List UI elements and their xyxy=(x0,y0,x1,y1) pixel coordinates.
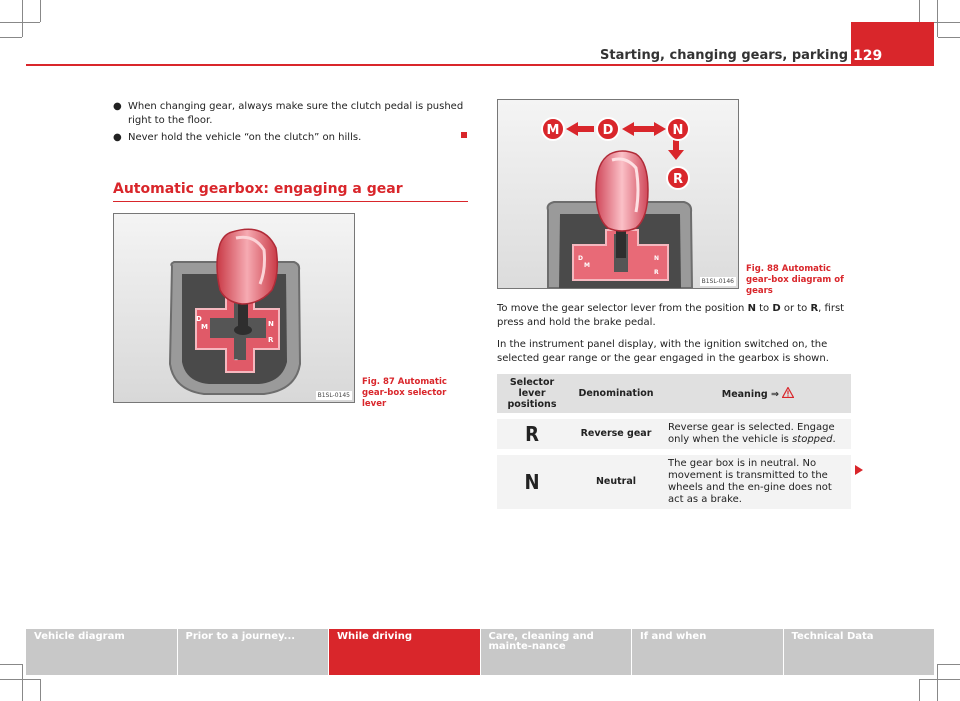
crop-mark xyxy=(22,0,23,37)
text-run: , first press and hold the brake pedal. xyxy=(497,303,845,328)
table-row xyxy=(497,452,851,509)
column-header-denomination: Denomination xyxy=(567,374,665,416)
gate-label-d: D xyxy=(196,315,202,323)
meaning-cell xyxy=(665,416,851,452)
crop-mark xyxy=(937,0,938,37)
crop-mark xyxy=(0,22,40,23)
badge-r-label: R xyxy=(672,172,684,187)
gate-label-m: M xyxy=(584,262,590,269)
end-of-section-marker xyxy=(461,132,467,138)
figure-caption: Fig. 87 Automatic gear-box selector lever xyxy=(362,377,447,409)
position-d: D xyxy=(772,303,781,314)
running-header: Starting, changing gears, parking xyxy=(600,48,848,63)
crop-mark xyxy=(919,0,920,22)
table-row xyxy=(497,416,851,452)
paragraph: In the instrument panel display, with the ignition switched on, the selected gear range or the gear engaged in the gearbox is shown. xyxy=(497,339,829,364)
table-header-row xyxy=(497,374,851,416)
figure-selector-lever xyxy=(113,213,355,403)
text-run: or to xyxy=(780,303,811,314)
figure-gear-diagram xyxy=(497,99,739,289)
section-rule xyxy=(113,201,468,202)
crop-mark xyxy=(22,664,23,701)
section-title: Automatic gearbox: engaging a gear xyxy=(113,181,403,197)
warning-icon xyxy=(782,387,794,398)
crop-mark xyxy=(0,37,22,38)
figure-caption: Fig. 88 Automatic gear-box diagram of gears xyxy=(746,264,844,296)
bullet-text: When changing gear, always make sure the clutch pedal is pushed right to the floor. xyxy=(128,101,464,126)
bullet-item xyxy=(113,100,469,128)
gate-label-m: M xyxy=(201,323,208,331)
gate-label-r: R xyxy=(268,336,274,344)
denomination-cell: Reverse gear xyxy=(567,416,665,452)
footer-nav xyxy=(26,629,934,675)
gate-label-r: R xyxy=(654,269,659,276)
crop-mark xyxy=(938,37,960,38)
bullet-dot: ● xyxy=(113,132,122,143)
header-rule xyxy=(26,64,934,66)
gate-label-d: D xyxy=(578,255,583,262)
bullet-text: Never hold the vehicle “on the clutch” on hills. xyxy=(128,132,362,143)
continued-arrow-icon xyxy=(855,465,863,475)
text-run: To move the gear selector lever from the position xyxy=(497,303,748,314)
crop-mark xyxy=(0,679,40,680)
column-header-meaning xyxy=(665,374,851,416)
footer-tab-care-cleaning[interactable]: Care, cleaning and mainte-nance xyxy=(481,629,633,675)
meaning-cell xyxy=(665,452,851,509)
bullet-item xyxy=(113,131,469,145)
position-cell: R xyxy=(497,416,567,452)
crop-mark xyxy=(919,679,920,701)
column-header-positions: Selector lever positions xyxy=(497,374,567,416)
figure-code: B1SL-0146 xyxy=(701,278,734,285)
selector-lever-illustration xyxy=(114,214,354,402)
badge-n-label: N xyxy=(672,123,684,138)
badge-d-label: D xyxy=(602,123,614,138)
selector-positions-table xyxy=(497,374,851,509)
header-text: Meaning ⇒ xyxy=(721,389,779,400)
text-run: to xyxy=(755,303,773,314)
crop-mark xyxy=(920,679,960,680)
crop-mark xyxy=(40,0,41,22)
gate-label-n: N xyxy=(268,320,274,328)
crop-mark xyxy=(0,664,22,665)
page-number: 129 xyxy=(853,48,883,64)
footer-tab-while-driving[interactable]: While driving xyxy=(329,629,481,675)
footer-tab-vehicle-diagram[interactable]: Vehicle diagram xyxy=(26,629,178,675)
footer-tab-prior-to-journey[interactable]: Prior to a journey... xyxy=(178,629,330,675)
footer-tab-technical-data[interactable]: Technical Data xyxy=(784,629,935,675)
gear-diagram-illustration xyxy=(498,100,738,288)
footer-tab-if-and-when[interactable]: If and when xyxy=(632,629,784,675)
paragraph xyxy=(497,302,857,330)
position-n: N xyxy=(747,303,756,314)
crop-mark xyxy=(937,664,938,701)
figure-code: B1SL-0145 xyxy=(317,392,350,399)
gate-label-n: N xyxy=(654,255,660,262)
emphasis: stopped xyxy=(792,434,833,445)
gate-label-minus: – xyxy=(234,355,238,364)
text-run: The gear box is in neutral. No movement is transmitted to the wheels and the en-gine does not act as a brake. xyxy=(668,458,832,505)
badge-m-label: M xyxy=(546,123,560,138)
position-r: R xyxy=(810,303,819,314)
denomination-cell: Neutral xyxy=(567,452,665,509)
crop-mark xyxy=(938,664,960,665)
position-cell: N xyxy=(497,452,567,509)
crop-mark xyxy=(40,679,41,701)
text-run: Reverse gear is selected. Engage only when the vehicle is xyxy=(668,422,835,445)
text-run: . xyxy=(832,434,836,445)
bullet-dot: ● xyxy=(113,101,122,112)
